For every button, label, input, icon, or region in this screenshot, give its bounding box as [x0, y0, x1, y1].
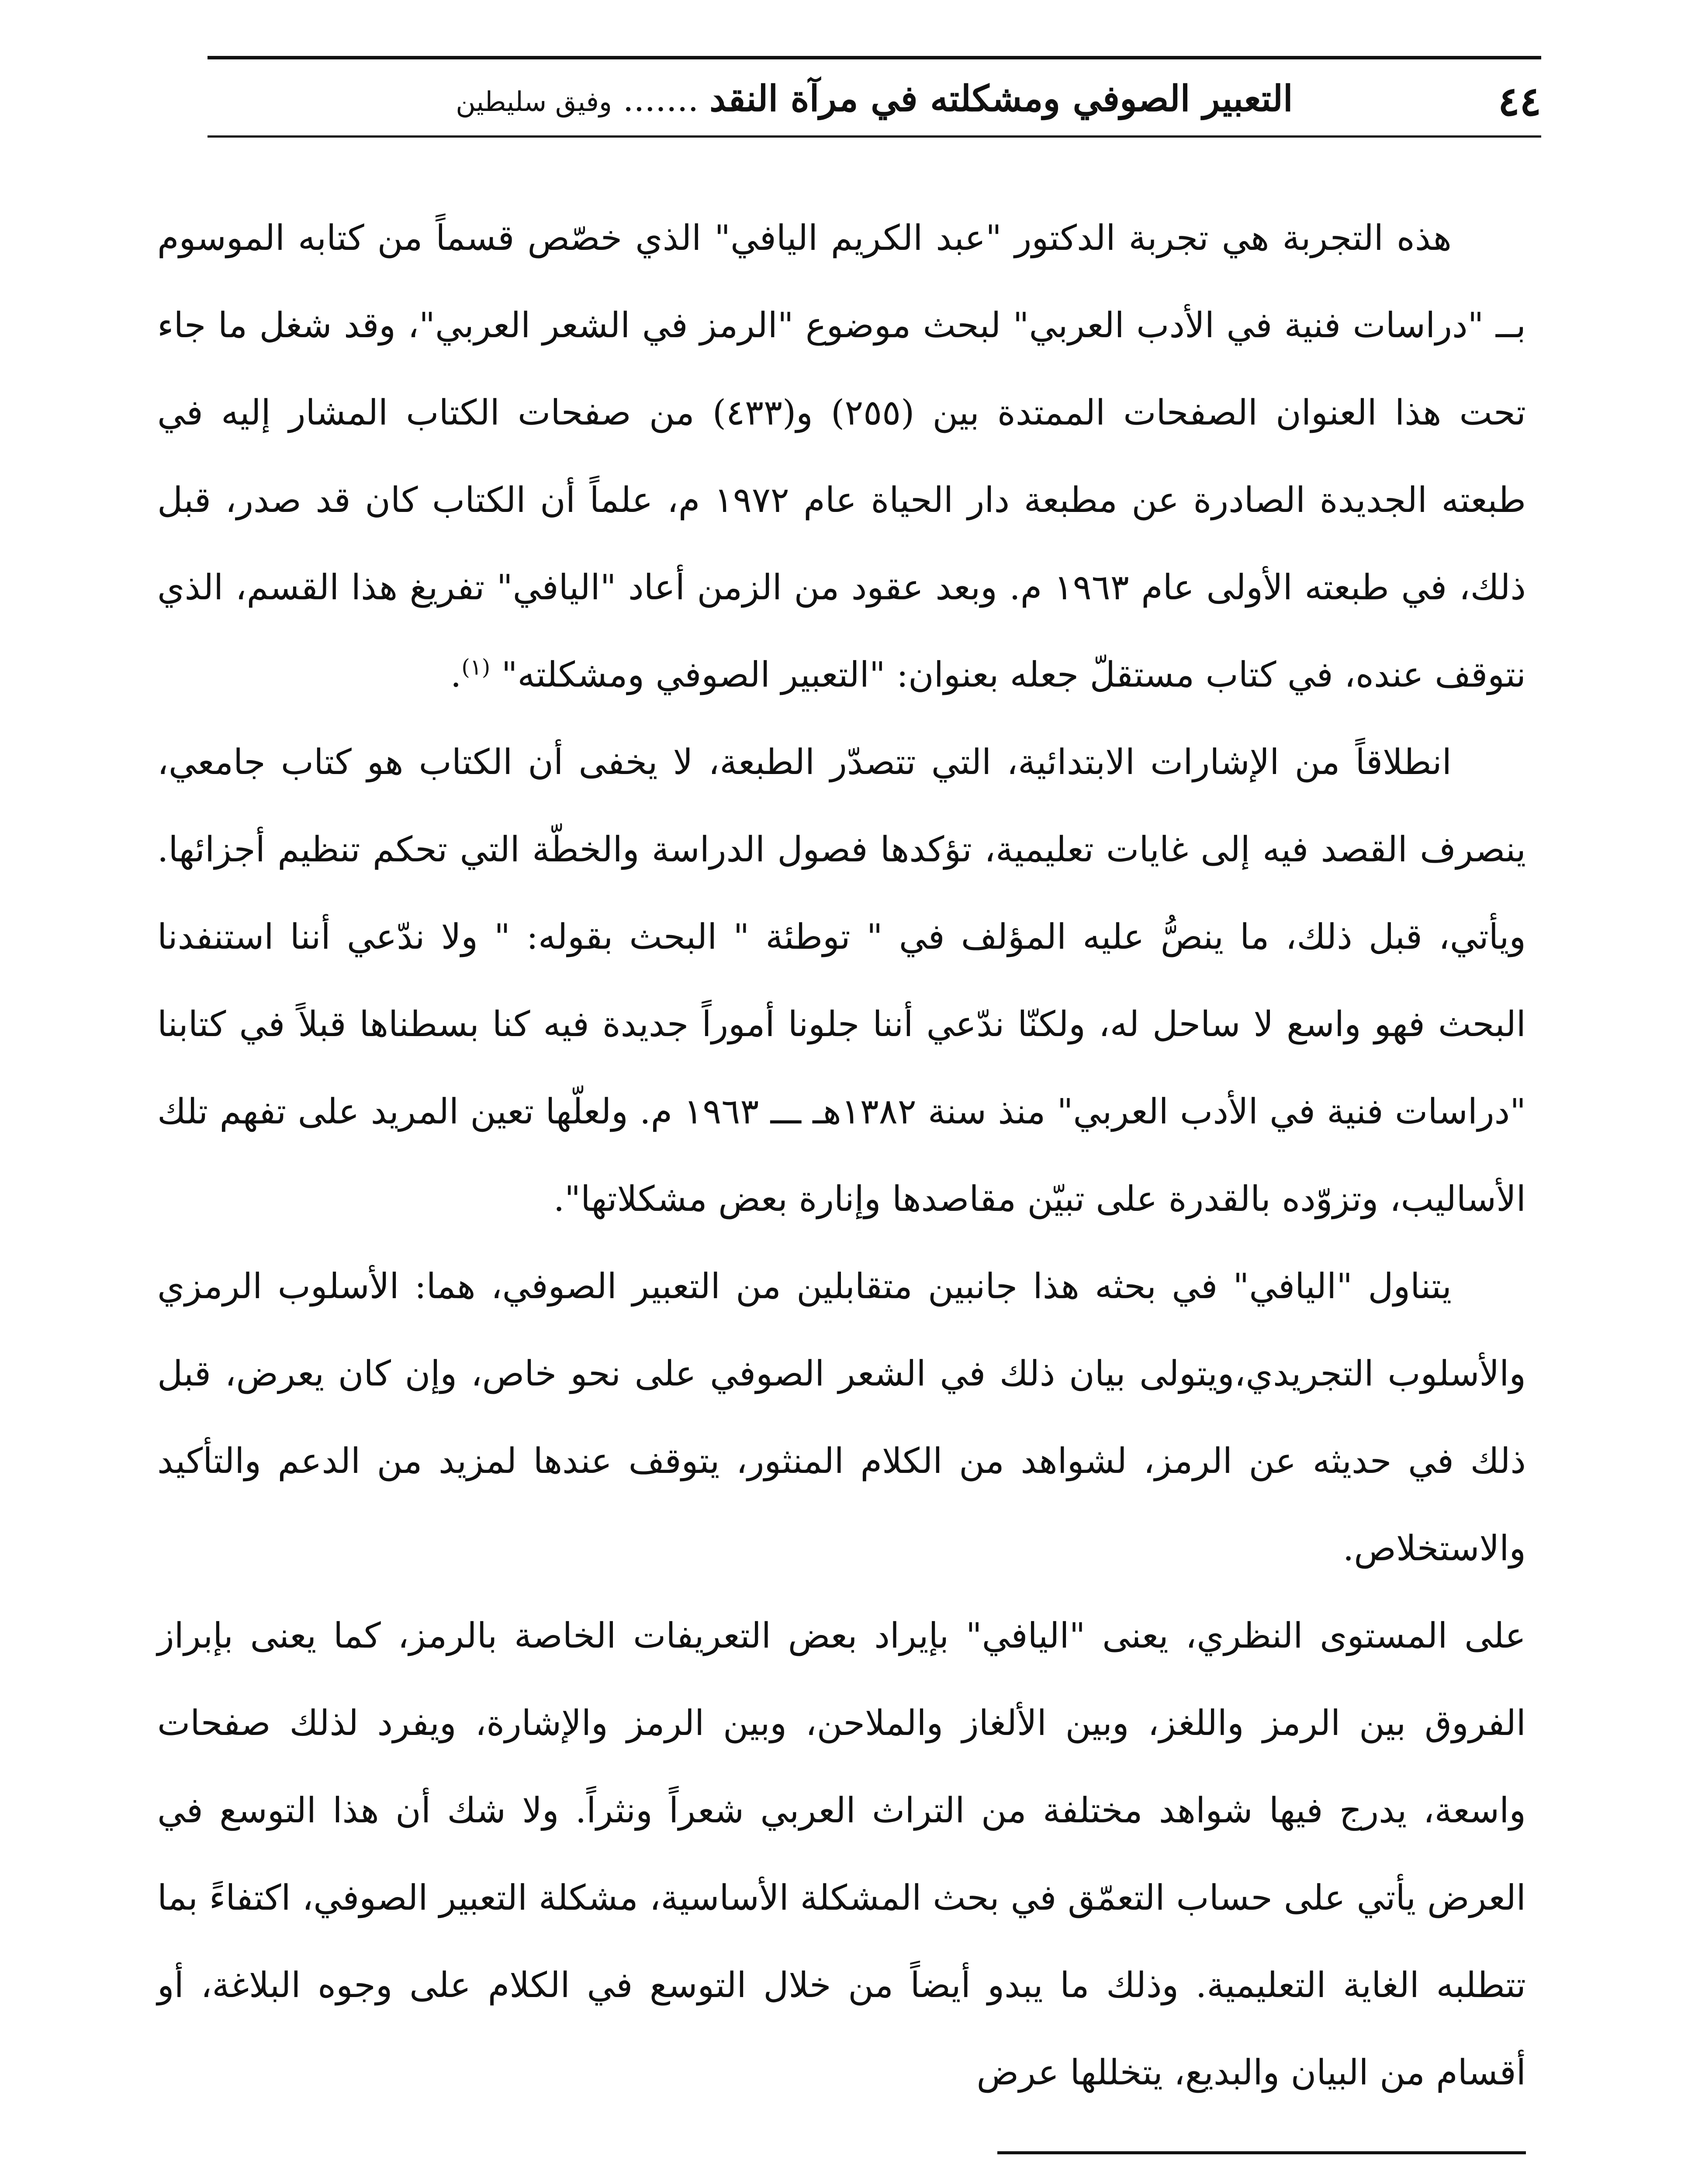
running-title-dots: ....... [612, 80, 710, 119]
paragraph-3: يتناول "اليافي" في بحثه هذا جانبين متقابلين من التعبير الصوفي، هما: الأسلوب الرمزي والأسلوب التجريدي،ويتولى بيان ذلك في الشعر الصوفي على نحو خاص، وإن كان يعرض، قبل ذلك في حديثه عن الرمز، لشواهد من الكلام المنثور، يتوقف عندها لمزيد من الدعم والتأكيد والاستخلاص. [157, 1266, 1526, 1569]
footnote-rule [997, 2151, 1526, 2154]
paragraph-4: على المستوى النظري، يعنى "اليافي" بإيراد بعض التعريفات الخاصة بالرمز، كما يعنى بإبراز الفروق بين الرمز واللغز، وبين الألغاز والملاحن، وبين الرمز والإشارة، ويفرد لذلك صفحات واسعة، يدرج فيها شواهد مختلفة من التراث العربي شعراً ونثراً. ولا شك أن هذا التوسع في العرض يأتي على حساب التعمّق في بحث المشكلة الأساسية، مشكلة التعبير الصوفي، اكتفاءً بما تتطلبه الغاية التعليمية. وذلك ما يبدو أيضاً من خلال التوسع في الكلام على وجوه البلاغة، أو أقسام من البيان والبديع، يتخللها عرض [157, 1615, 1526, 2093]
header-bottom-rule [208, 135, 1541, 138]
paragraph-2: انطلاقاً من الإشارات الابتدائية، التي تتصدّر الطبعة، لا يخفى أن الكتاب هو كتاب جامعي، ينصرف القصد فيه إلى غايات تعليمية، تؤكدها فصول الدراسة والخطّة التي تحكم تنظيم أجزائها. ويأتي، قبل ذلك، ما ينصُّ عليه المؤلف في " توطئة " البحث بقوله: " ولا ندّعي أننا استنفدنا البحث فهو واسع لا ساحل له، ولكنّا ندّعي أننا جلونا أموراً جديدة فيه كنا بسطناها قبلاً في كتابنا "دراسات فنية في الأدب العربي" منذ سنة ١٣٨٢هـ ـــ ١٩٦٣ م. ولعلّها تعين المريد على تفهم تلك الأساليب، وتزوّده بالقدرة على تبيّن مقاصدها وإنارة بعض مشكلاتها". [157, 742, 1526, 1219]
running-title-text: التعبير الصوفي ومشكلته في مرآة النقد [709, 78, 1293, 120]
paragraph-1 [157, 194, 1526, 719]
page-number: ٤٤ [1498, 78, 1541, 125]
header-top-rule [208, 56, 1541, 59]
footnote-reference: (١) [461, 654, 491, 680]
running-header [208, 66, 1541, 131]
paragraph-1-end: . [450, 654, 462, 695]
body-text [157, 194, 1526, 2116]
paragraph-1-text: هذه التجربة هي تجربة الدكتور "عبد الكريم اليافي" الذي خصّص قسماً من كتابه الموسوم بــ "دراسات فنية في الأدب العربي" لبحث موضوع "الرمز في الشعر العربي"، وقد شغل ما جاء تحت هذا العنوان الصفحات الممتدة بين (٢٥٥) و(٤٣٣) من صفحات الكتاب المشار إليه في طبعته الجديدة الصادرة عن مطبعة دار الحياة عام ١٩٧٢ م، علماً أن الكتاب كان قد صدر، قبل ذلك، في طبعته الأولى عام ١٩٦٣ م. وبعد عقود من الزمن أعاد "اليافي" تفريغ هذا القسم، الذي نتوقف عنده، في كتاب مستقلّ جعله بعنوان: "التعبير الصوفي ومشكلته" [157, 218, 1526, 695]
running-title-author: وفيق سليطين [456, 86, 612, 117]
running-title [208, 78, 1541, 120]
footnote [157, 2173, 1526, 2184]
